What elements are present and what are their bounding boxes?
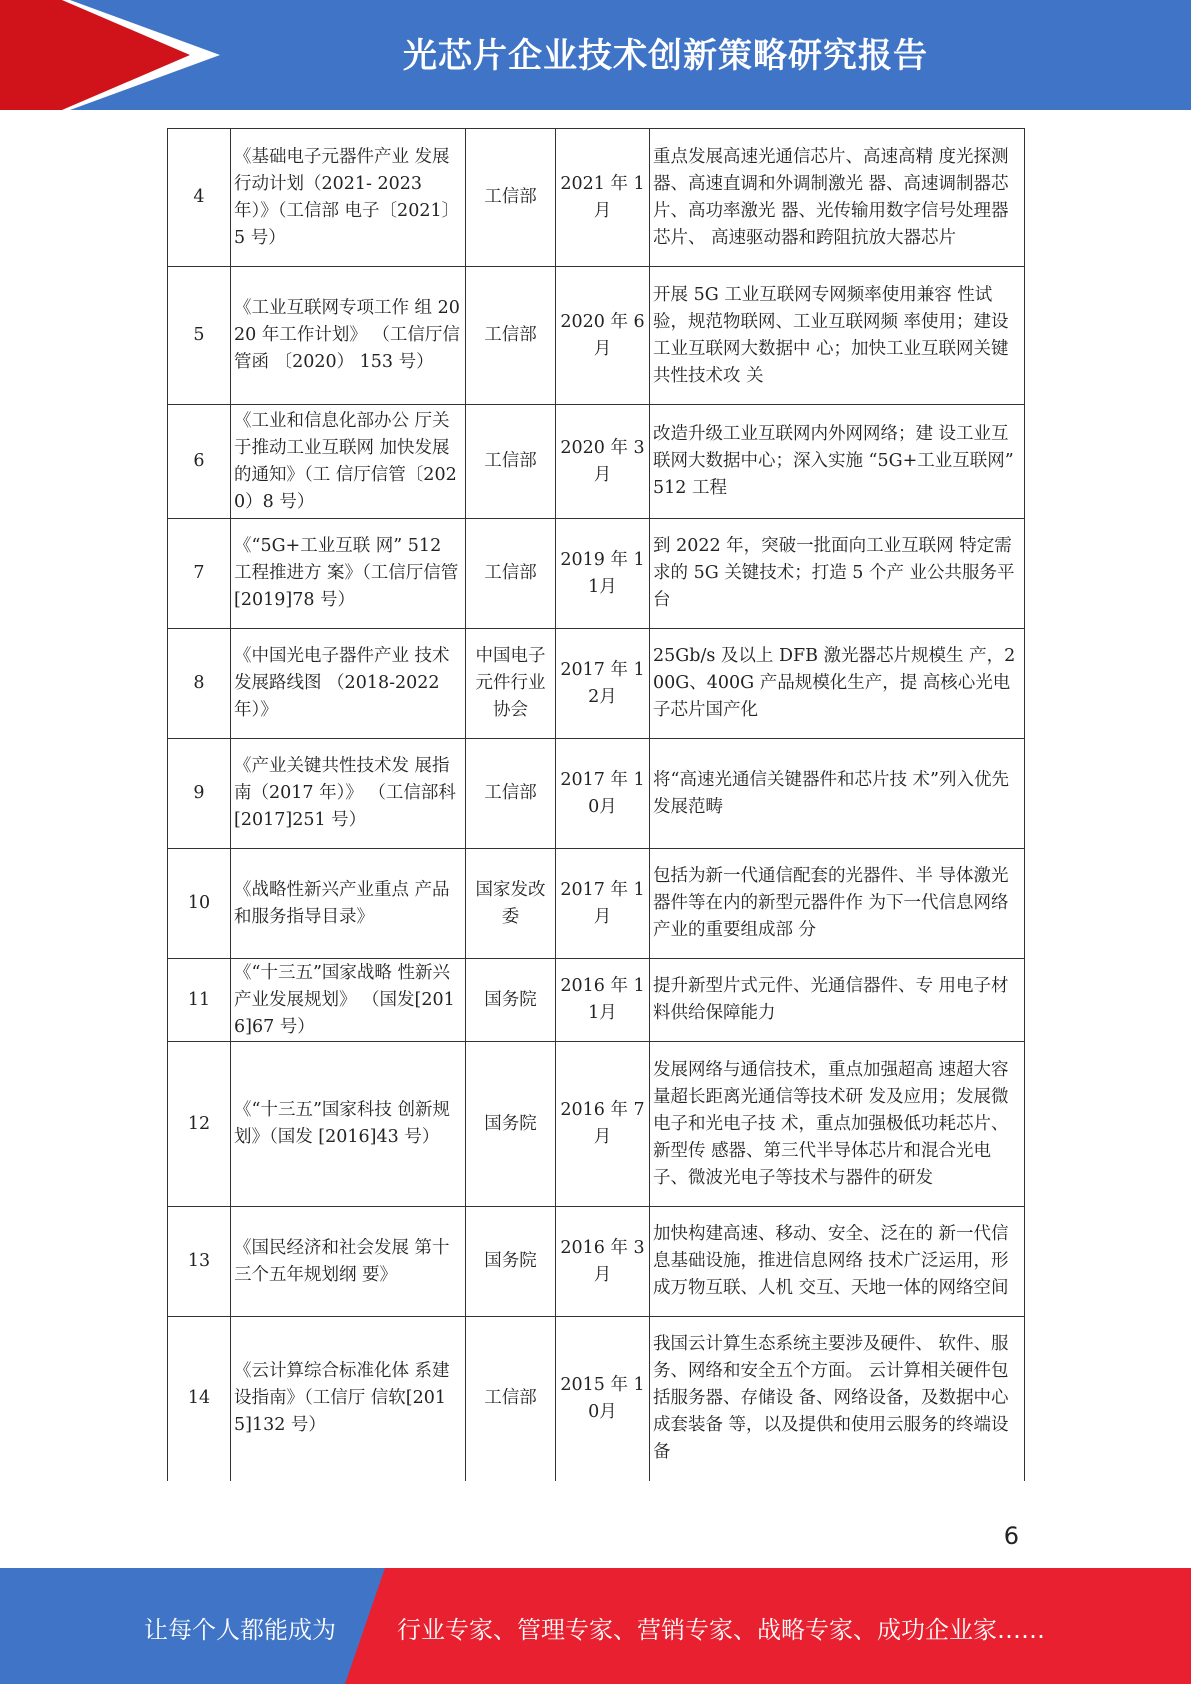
policy-name: 《工业互联网专项工作 组 2020 年工作计划》 （工信厅信管函 〔2020） 153 号） bbox=[231, 267, 466, 405]
issuer: 工信部 bbox=[466, 405, 556, 519]
row-number: 6 bbox=[168, 405, 231, 519]
issuer: 工信部 bbox=[466, 739, 556, 849]
issuer: 国务院 bbox=[466, 959, 556, 1042]
policy-content: 发展网络与通信技术，重点加强超高 速超大容量超长距离光通信等技术研 发及应用；发展微电子和光电子技 术，重点加强极低功耗芯片、新型传 感器、第三代半导体芯片和混合光电 子、微波光电子等技术与器件的研发 bbox=[650, 1042, 1025, 1207]
row-number: 14 bbox=[168, 1317, 231, 1481]
issue-date: 2015 年 10月 bbox=[556, 1317, 650, 1481]
table-row bbox=[168, 267, 1025, 405]
footer-blue-slant bbox=[345, 1568, 385, 1684]
policy-name: 《工业和信息化部办公 厅关于推动工业互联网 加快发展的通知》（工 信厅信管〔2020）8 号） bbox=[231, 405, 466, 519]
issuer: 工信部 bbox=[466, 519, 556, 629]
table-row bbox=[168, 629, 1025, 739]
table-row bbox=[168, 739, 1025, 849]
issuer: 国家发改委 bbox=[466, 849, 556, 959]
issue-date: 2016 年 7月 bbox=[556, 1042, 650, 1207]
issuer: 中国电子元件行业协会 bbox=[466, 629, 556, 739]
policy-content: 到 2022 年，突破一批面向工业互联网 特定需求的 5G 关键技术；打造 5 个产 业公共服务平台 bbox=[650, 519, 1025, 629]
issuer: 工信部 bbox=[466, 1317, 556, 1481]
policy-name: 《基础电子元器件产业 发展行动计划（2021- 2023 年）》（工信部 电子〔2021〕 5 号） bbox=[231, 129, 466, 267]
policy-table bbox=[167, 128, 1024, 1481]
header-banner bbox=[0, 0, 1191, 110]
policy-name: 《中国光电子器件产业 技术发展路线图 （2018-2022 年）》 bbox=[231, 629, 466, 739]
policy-name: 《“十三五”国家科技 创新规划》（国发 [2016]43 号） bbox=[231, 1042, 466, 1207]
issue-date: 2020 年 6月 bbox=[556, 267, 650, 405]
policy-name: 《国民经济和社会发展 第十三个五年规划纲 要》 bbox=[231, 1207, 466, 1317]
policy-name: 《战略性新兴产业重点 产品和服务指导目录》 bbox=[231, 849, 466, 959]
row-number: 12 bbox=[168, 1042, 231, 1207]
table-row bbox=[168, 1317, 1025, 1481]
policy-content: 将“高速光通信关键器件和芯片技 术”列入优先发展范畴 bbox=[650, 739, 1025, 849]
row-number: 11 bbox=[168, 959, 231, 1042]
issuer: 国务院 bbox=[466, 1207, 556, 1317]
issue-date: 2017 年 1月 bbox=[556, 849, 650, 959]
issue-date: 2019 年 11月 bbox=[556, 519, 650, 629]
table-row bbox=[168, 519, 1025, 629]
policy-name: 《云计算综合标准化体 系建设指南》（工信厅 信软[2015]132 号） bbox=[231, 1317, 466, 1481]
row-number: 5 bbox=[168, 267, 231, 405]
issuer: 工信部 bbox=[466, 129, 556, 267]
table-row bbox=[168, 1207, 1025, 1317]
table-row bbox=[168, 1042, 1025, 1207]
row-number: 13 bbox=[168, 1207, 231, 1317]
footer-slogan-left: 让每个人都能成为 bbox=[144, 1616, 336, 1644]
issue-date: 2021 年 1月 bbox=[556, 129, 650, 267]
policy-name: 《产业关键共性技术发 展指南（2017 年）》 （工信部科[2017]251 号） bbox=[231, 739, 466, 849]
policy-content: 开展 5G 工业互联网专网频率使用兼容 性试验，规范物联网、工业互联网频 率使用；建设工业互联网大数据中 心；加快工业互联网关键共性技术攻 关 bbox=[650, 267, 1025, 405]
policy-content: 25Gb/s 及以上 DFB 激光器芯片规模生 产，200G、400G 产品规模化生产，提 高核心光电子芯片国产化 bbox=[650, 629, 1025, 739]
issue-date: 2017 年 12月 bbox=[556, 629, 650, 739]
policy-content: 我国云计算生态系统主要涉及硬件、 软件、服务、网络和安全五个方面。 云计算相关硬件包括服务器、存储设 备、网络设备，及数据中心成套装备 等，以及提供和使用云服务的终端设 备 bbox=[650, 1317, 1025, 1481]
report-title: 光芯片企业技术创新策略研究报告 bbox=[403, 36, 928, 76]
row-number: 9 bbox=[168, 739, 231, 849]
policy-content: 包括为新一代通信配套的光器件、半 导体激光器件等在内的新型元器件作 为下一代信息网络产业的重要组成部 分 bbox=[650, 849, 1025, 959]
table-row bbox=[168, 405, 1025, 519]
policy-content: 提升新型片式元件、光通信器件、专 用电子材料供给保障能力 bbox=[650, 959, 1025, 1042]
issue-date: 2016 年 3月 bbox=[556, 1207, 650, 1317]
policy-content: 重点发展高速光通信芯片、高速高精 度光探测器、高速直调和外调制激光 器、高速调制器芯片、高功率激光 器、光传输用数字信号处理器芯片、 高速驱动器和跨阻抗放大器芯片 bbox=[650, 129, 1025, 267]
header-arrow-red bbox=[0, 0, 62, 110]
table-row bbox=[168, 129, 1025, 267]
policy-name: 《“十三五”国家战略 性新兴产业发展规划》 （国发[2016]67 号） bbox=[231, 959, 466, 1042]
issue-date: 2016 年 11月 bbox=[556, 959, 650, 1042]
issue-date: 2020 年 3月 bbox=[556, 405, 650, 519]
issue-date: 2017 年 10月 bbox=[556, 739, 650, 849]
policy-content: 改造升级工业互联网内外网网络；建 设工业互联网大数据中心；深入实施 “5G+工业互联网” 512 工程 bbox=[650, 405, 1025, 519]
policy-name: 《“5G+工业互联 网” 512 工程推进方 案》（工信厅信管 [2019]78 号） bbox=[231, 519, 466, 629]
issuer: 国务院 bbox=[466, 1042, 556, 1207]
page-number: 6 bbox=[1003, 1522, 1019, 1550]
table-row bbox=[168, 959, 1025, 1042]
table-row bbox=[168, 849, 1025, 959]
row-number: 4 bbox=[168, 129, 231, 267]
footer-slogan-right: 行业专家、管理专家、营销专家、战略专家、成功企业家…… bbox=[397, 1616, 1045, 1644]
issuer: 工信部 bbox=[466, 267, 556, 405]
row-number: 8 bbox=[168, 629, 231, 739]
policy-content: 加快构建高速、移动、安全、泛在的 新一代信息基础设施，推进信息网络 技术广泛运用，形成万物互联、人机 交互、天地一体的网络空间 bbox=[650, 1207, 1025, 1317]
footer-banner bbox=[0, 1568, 1191, 1684]
row-number: 10 bbox=[168, 849, 231, 959]
row-number: 7 bbox=[168, 519, 231, 629]
